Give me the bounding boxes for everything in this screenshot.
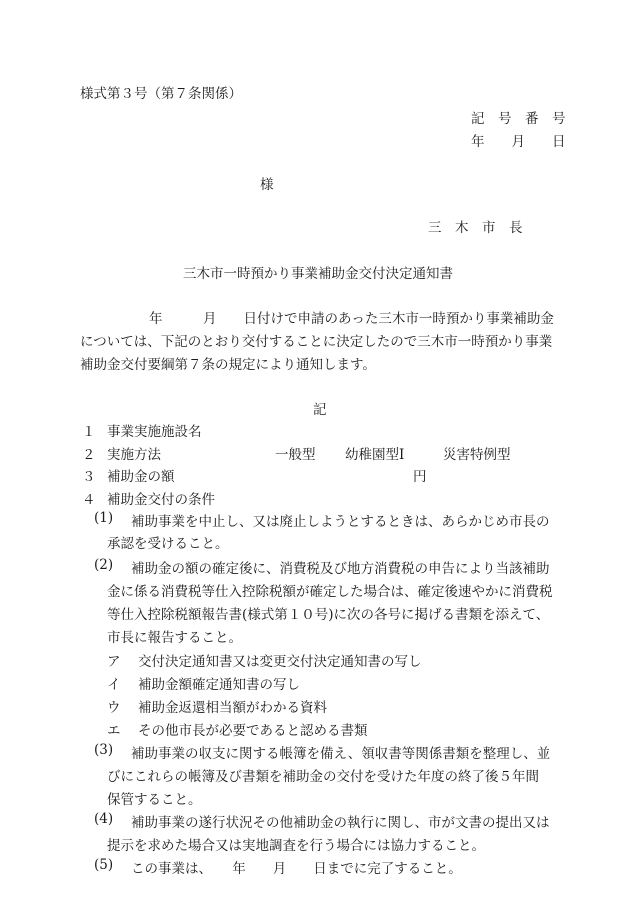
condition-3-line-3: 保管すること。 [107, 792, 202, 808]
body-line-2: については、下記のとおり交付することに決定したので三木市一時預かり事業 [80, 334, 553, 350]
item-number: ２ [82, 447, 96, 463]
sub-item-kana: イ [107, 677, 121, 693]
sub-item-text: 補助金返還相当額がわかる資料 [138, 700, 327, 716]
method-option-general: 一般型 [275, 447, 316, 463]
condition-2-line-3: 等仕入控除税額報告書(様式第１０号)に次の各号に掲げる書類を添えて、 [107, 607, 550, 623]
condition-2-line-2: 金に係る消費税等仕入控除税額が確定した場合は、確定後速やかに消費税 [107, 584, 553, 600]
document-title: 三木市一時預かり事業補助金交付決定通知書 [183, 266, 453, 282]
item-label-conditions: 補助金交付の条件 [107, 492, 215, 508]
date-line: 年 月 日 [471, 134, 566, 150]
condition-4-line-2: 提示を求めた場合又は実地調査を行う場合には協力すること。 [107, 838, 485, 854]
condition-number: (3) [94, 742, 114, 758]
condition-number: (1) [94, 510, 114, 526]
sub-item-kana: ア [107, 654, 121, 670]
condition-number: (4) [94, 811, 114, 827]
item-number: ４ [82, 492, 96, 508]
condition-number: (2) [94, 557, 114, 573]
item-number: １ [82, 424, 96, 440]
record-number: 記 号 番 号 [471, 111, 566, 127]
item-label-method: 実施方法 [107, 447, 161, 463]
condition-5-line-1: この事業は、 年 月 日までに完了すること。 [131, 861, 462, 877]
method-option-disaster: 災害特例型 [443, 447, 511, 463]
condition-number: (5) [94, 857, 114, 873]
condition-2-line-4: 市長に報告すること。 [107, 630, 242, 646]
sub-item-kana: ウ [107, 700, 121, 716]
condition-3-line-1: 補助事業の収支に関する帳簿を備え、領収書等関係書類を整理し、並 [131, 746, 551, 762]
sub-item-kana: エ [107, 723, 121, 739]
ki-heading: 記 [313, 402, 327, 418]
method-option-kindergarten: 幼稚園型Ⅰ [345, 447, 405, 463]
amount-unit: 円 [413, 469, 427, 485]
form-label: 様式第３号（第７条関係） [80, 86, 242, 102]
condition-1-line-1: 補助事業を中止し、又は廃止しようとするときは、あらかじめ市長の [131, 514, 550, 530]
condition-3-line-2: びにこれらの帳簿及び書類を補助金の交付を受けた年度の終了後５年間 [107, 769, 539, 785]
sender-name: 三 木 市 長 [428, 220, 523, 236]
addressee-honorific: 様 [260, 177, 274, 193]
item-label-facility: 事業実施施設名 [107, 424, 202, 440]
condition-1-line-2: 承認を受けること。 [107, 536, 229, 552]
item-label-amount: 補助金の額 [107, 469, 175, 485]
body-line-3: 補助金交付要綱第７条の規定により通知します。 [80, 357, 376, 373]
item-number: ３ [82, 469, 96, 485]
condition-4-line-1: 補助事業の遂行状況その他補助金の執行に関し、市が文書の提出又は [131, 815, 550, 831]
sub-item-text: 交付決定通知書又は変更交付決定通知書の写し [138, 654, 422, 670]
sub-item-text: その他市長が必要であると認める書類 [138, 723, 368, 739]
condition-2-line-1: 補助金の額の確定後に、消費税及び地方消費税の申告により当該補助 [131, 561, 550, 577]
body-line-1: 年 月 日付けで申請のあった三木市一時預かり事業補助金 [149, 311, 554, 327]
sub-item-text: 補助金額確定通知書の写し [138, 677, 300, 693]
